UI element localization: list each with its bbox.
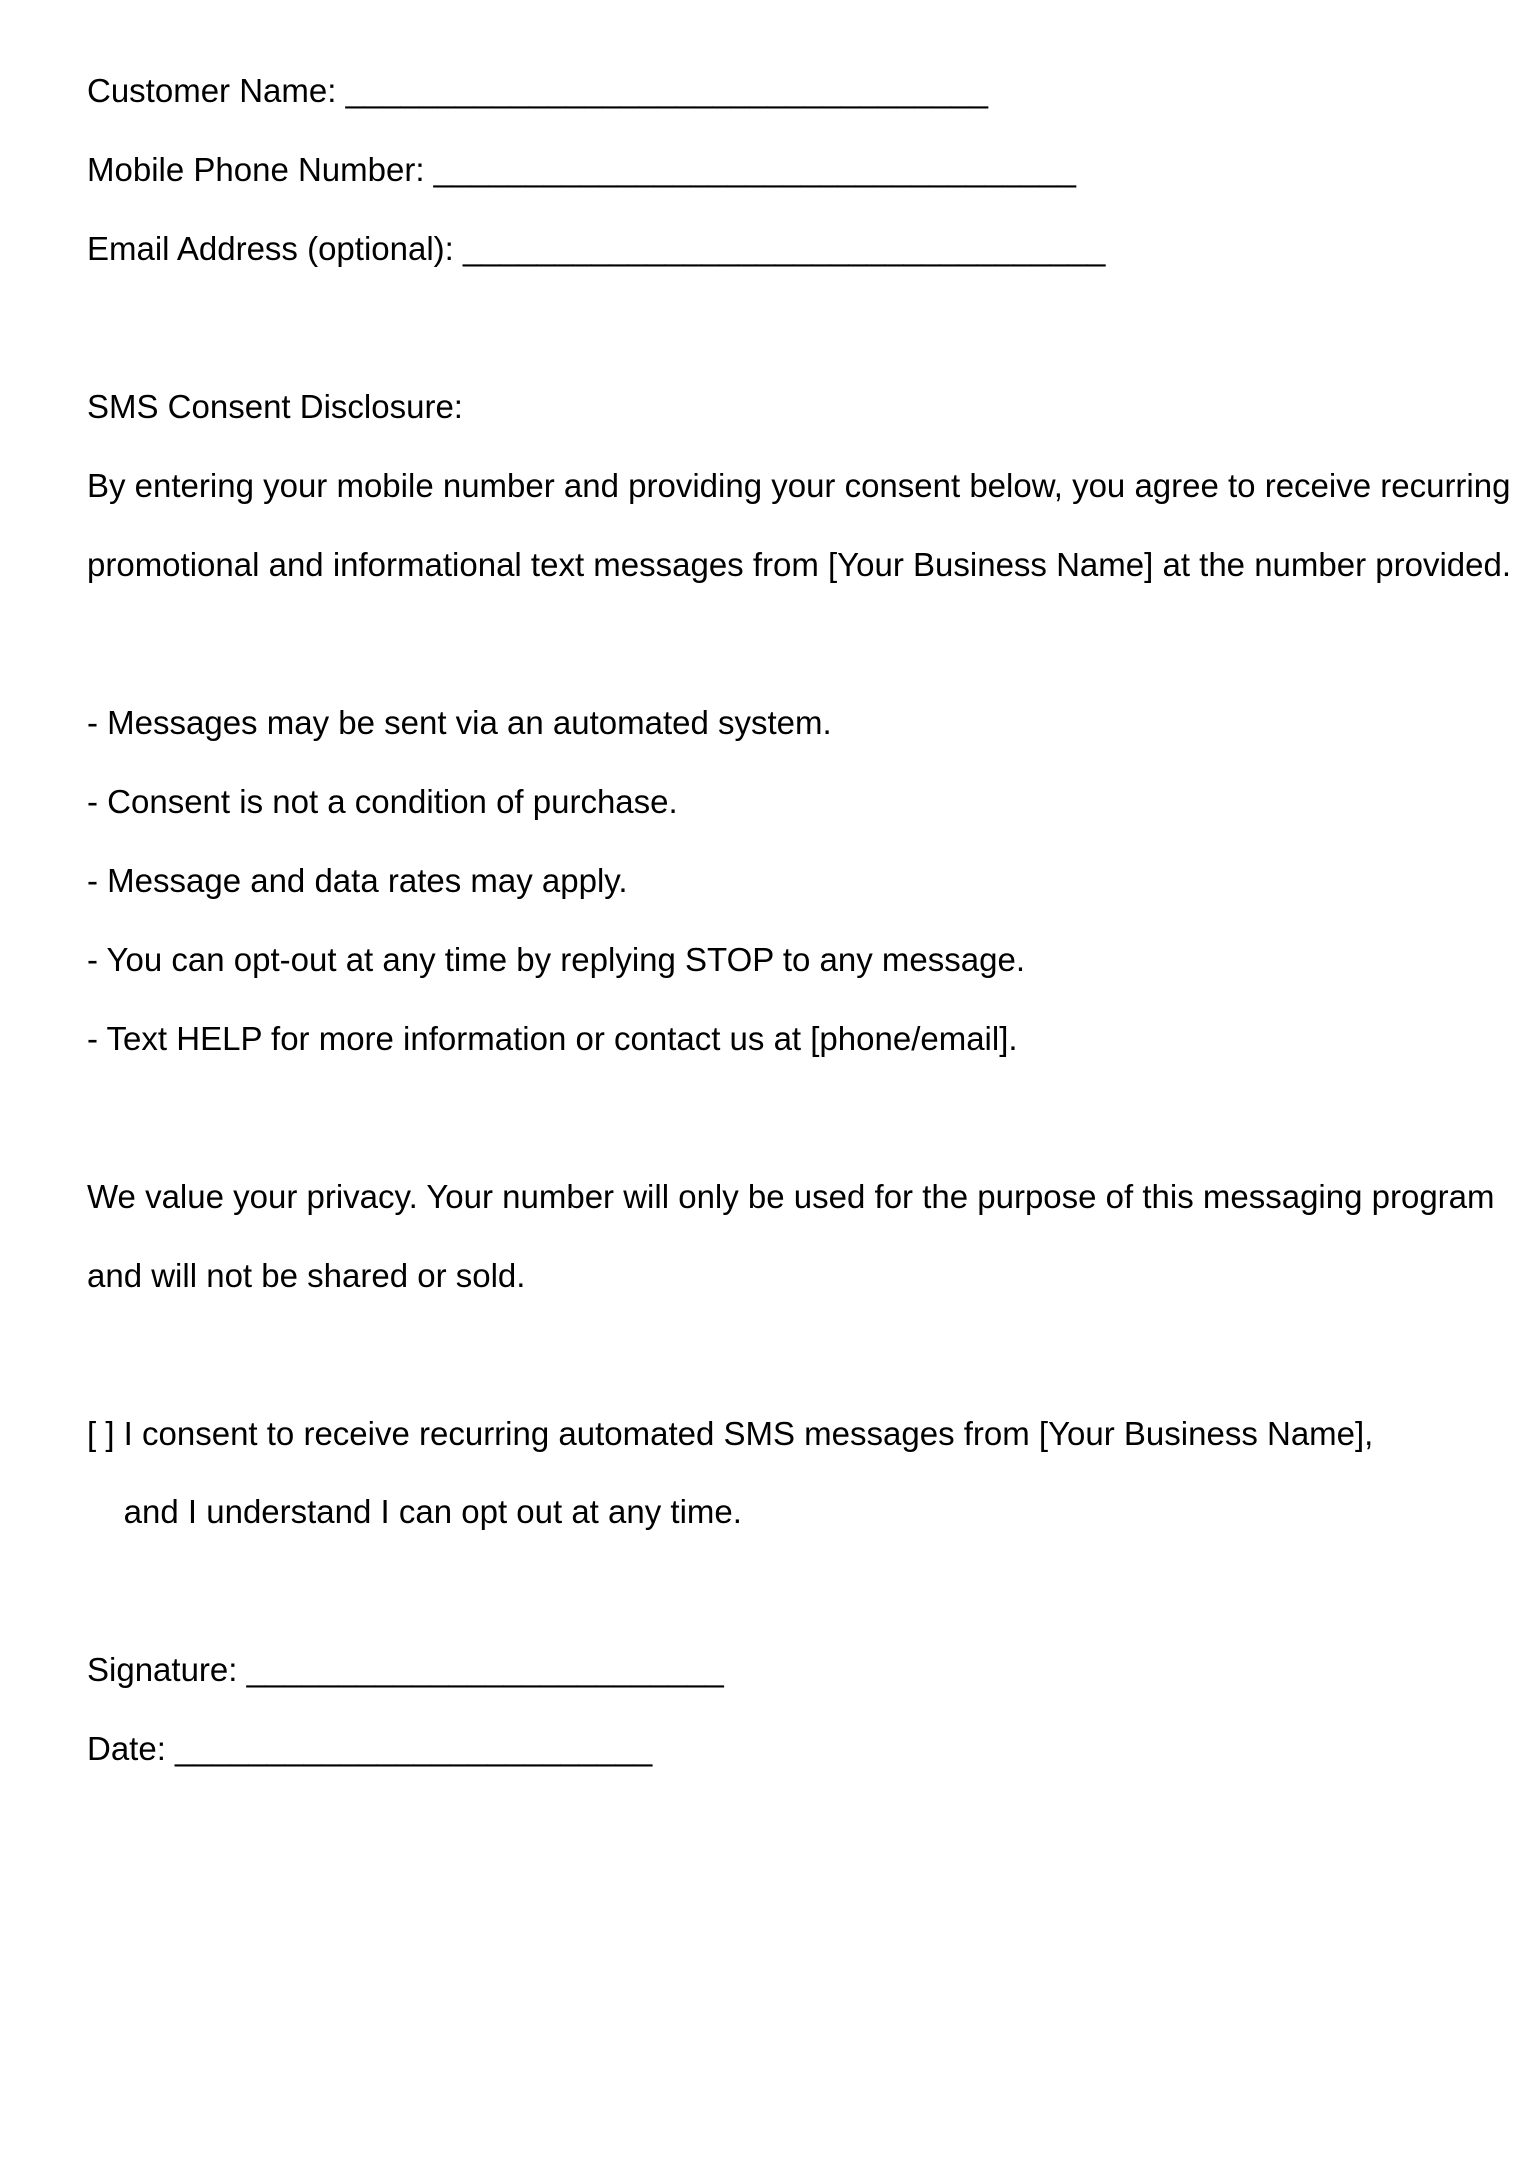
disclosure-paragraph-line: promotional and informational text messages from [Your Business Name] at the number provided. bbox=[87, 546, 1512, 583]
terms-item: - Messages may be sent via an automated system. bbox=[87, 704, 832, 741]
terms-item: - You can opt-out at any time by replying STOP to any message. bbox=[87, 941, 1025, 978]
signature-field[interactable]: Signature: __________________________ bbox=[87, 1651, 724, 1688]
disclosure-heading: SMS Consent Disclosure: bbox=[87, 388, 463, 425]
email-address-field[interactable]: Email Address (optional): ___________________________________ bbox=[87, 230, 1106, 267]
mobile-phone-field[interactable]: Mobile Phone Number: ___________________________________ bbox=[87, 151, 1077, 188]
privacy-statement-line: We value your privacy. Your number will only be used for the purpose of this messaging program bbox=[87, 1178, 1495, 1215]
consent-checkbox[interactable]: [ ] I consent to receive recurring automated SMS messages from [Your Business Name], bbox=[87, 1415, 1374, 1452]
disclosure-paragraph-line: By entering your mobile number and providing your consent below, you agree to receive recurring bbox=[87, 467, 1511, 504]
consent-checkbox-continuation: and I understand I can opt out at any time. bbox=[87, 1493, 742, 1530]
terms-item: - Consent is not a condition of purchase. bbox=[87, 783, 678, 820]
privacy-statement-line: and will not be shared or sold. bbox=[87, 1257, 526, 1294]
terms-item: - Message and data rates may apply. bbox=[87, 862, 628, 899]
customer-name-field[interactable]: Customer Name: ___________________________________ bbox=[87, 72, 988, 109]
date-field[interactable]: Date: __________________________ bbox=[87, 1730, 653, 1767]
terms-item: - Text HELP for more information or contact us at [phone/email]. bbox=[87, 1020, 1018, 1057]
